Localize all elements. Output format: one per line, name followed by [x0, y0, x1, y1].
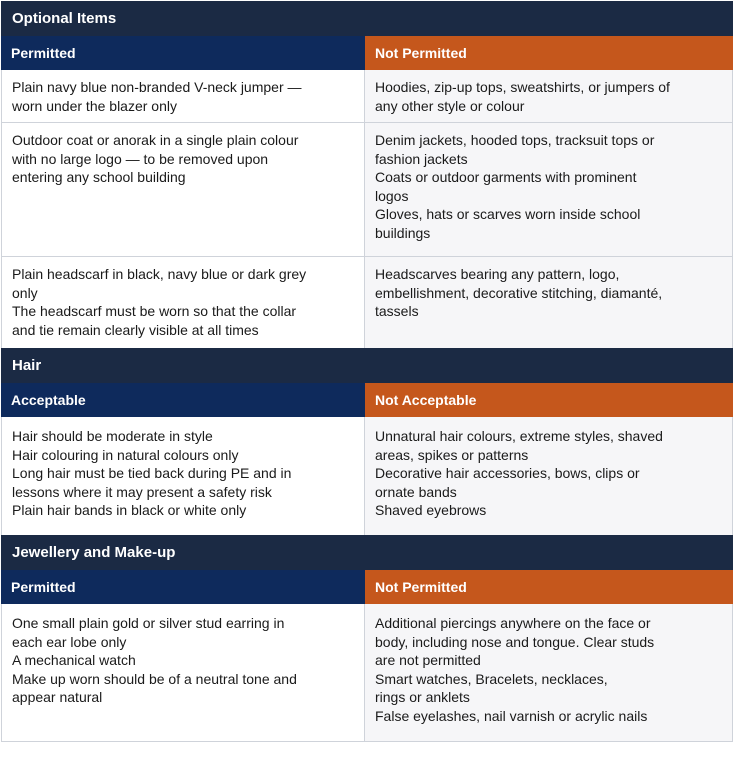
cell-line: lessons where it may present a safety risk [12, 483, 272, 500]
cell-line: Smart watches, Bracelets, necklaces, [375, 670, 608, 687]
section-header-optional-items: Optional Items [1, 1, 733, 36]
cell-line: Plain headscarf in black, navy blue or dark grey [12, 266, 307, 282]
table-row [2, 417, 732, 535]
cell-line: Make up worn should be of a neutral tone and [12, 670, 297, 687]
not-permitted-heading: Not Permitted [365, 570, 733, 604]
acceptable-heading: Acceptable [1, 383, 365, 417]
cell-line: are not permitted [375, 652, 481, 668]
permitted-heading: Permitted [1, 570, 365, 604]
subhead-row [1, 36, 733, 70]
not-permitted-heading: Not Permitted [365, 36, 733, 70]
cell-line: fashion jackets [375, 150, 468, 167]
subhead-row [1, 570, 733, 604]
cell-line: entering any school building [12, 169, 186, 185]
cell-line: The headscarf must be worn so that the collar [12, 303, 297, 319]
acceptable-cell [2, 417, 365, 535]
cell-line: Long hair must be tied back during PE and in [12, 465, 292, 481]
permitted-cell [2, 123, 365, 256]
cell-line: areas, spikes or patterns [375, 446, 529, 463]
cell-line: each ear lobe only [12, 633, 127, 650]
cell-line: only [12, 284, 38, 301]
cell-line: One small plain gold or silver stud earring in [12, 615, 285, 631]
cell-line: Hair should be moderate in style [12, 428, 213, 444]
cell-line: Hoodies, zip-up tops, sweatshirts, or jumpers of [375, 79, 670, 95]
cell-line: Additional piercings anywhere on the face or [375, 615, 651, 631]
subhead-row [1, 383, 733, 417]
cell-line: tassels [375, 303, 419, 319]
section-header-jewellery-makeup: Jewellery and Make-up [1, 535, 733, 570]
permitted-heading: Permitted [1, 36, 365, 70]
cell-line: Shaved eyebrows [375, 502, 487, 518]
cell-line: worn under the blazer only [12, 97, 177, 114]
cell-line: Unnatural hair colours, extreme styles, shaved [375, 428, 663, 444]
permitted-cell [2, 604, 365, 741]
table-row [2, 604, 732, 742]
section-header-hair: Hair [1, 348, 733, 383]
permitted-cell [2, 257, 365, 348]
cell-line: Plain navy blue non-branded V-neck jumper — [12, 79, 302, 95]
cell-line: embellishment, decorative stitching, diamanté, [375, 284, 663, 301]
cell-line: Hair colouring in natural colours only [12, 446, 239, 463]
not-permitted-cell [365, 604, 732, 741]
cell-line: Outdoor coat or anorak in a single plain colour [12, 132, 299, 148]
cell-line: A mechanical watch [12, 652, 136, 668]
cell-line: and tie remain clearly visible at all times [12, 321, 259, 338]
cell-line: Coats or outdoor garments with prominent [375, 169, 637, 185]
table-row [2, 123, 732, 257]
cell-line: Plain hair bands in black or white only [12, 502, 247, 518]
not-acceptable-heading: Not Acceptable [365, 383, 733, 417]
cell-line: Denim jackets, hooded tops, tracksuit tops or [375, 132, 655, 148]
cell-line: Decorative hair accessories, bows, clips or [375, 465, 640, 481]
cell-line: with no large logo — to be removed upon [12, 150, 269, 167]
cell-line: Headscarves bearing any pattern, logo, [375, 266, 620, 282]
permitted-cell [2, 70, 365, 122]
not-permitted-cell [365, 70, 732, 122]
table-row [2, 70, 732, 123]
table-row [2, 257, 732, 348]
cell-line: body, including nose and tongue. Clear studs [375, 633, 655, 650]
not-acceptable-cell [365, 417, 732, 535]
cell-line: buildings [375, 224, 431, 241]
cell-line: logos [375, 187, 409, 204]
cell-line: ornate bands [375, 483, 457, 500]
uniform-policy-table [1, 1, 733, 742]
cell-line: rings or anklets [375, 689, 470, 705]
cell-line: Gloves, hats or scarves worn inside school [375, 206, 641, 222]
cell-line: appear natural [12, 689, 103, 705]
cell-line: False eyelashes, nail varnish or acrylic nails [375, 707, 648, 724]
cell-line: any other style or colour [375, 97, 525, 114]
not-permitted-cell [365, 123, 732, 256]
not-permitted-cell [365, 257, 732, 348]
